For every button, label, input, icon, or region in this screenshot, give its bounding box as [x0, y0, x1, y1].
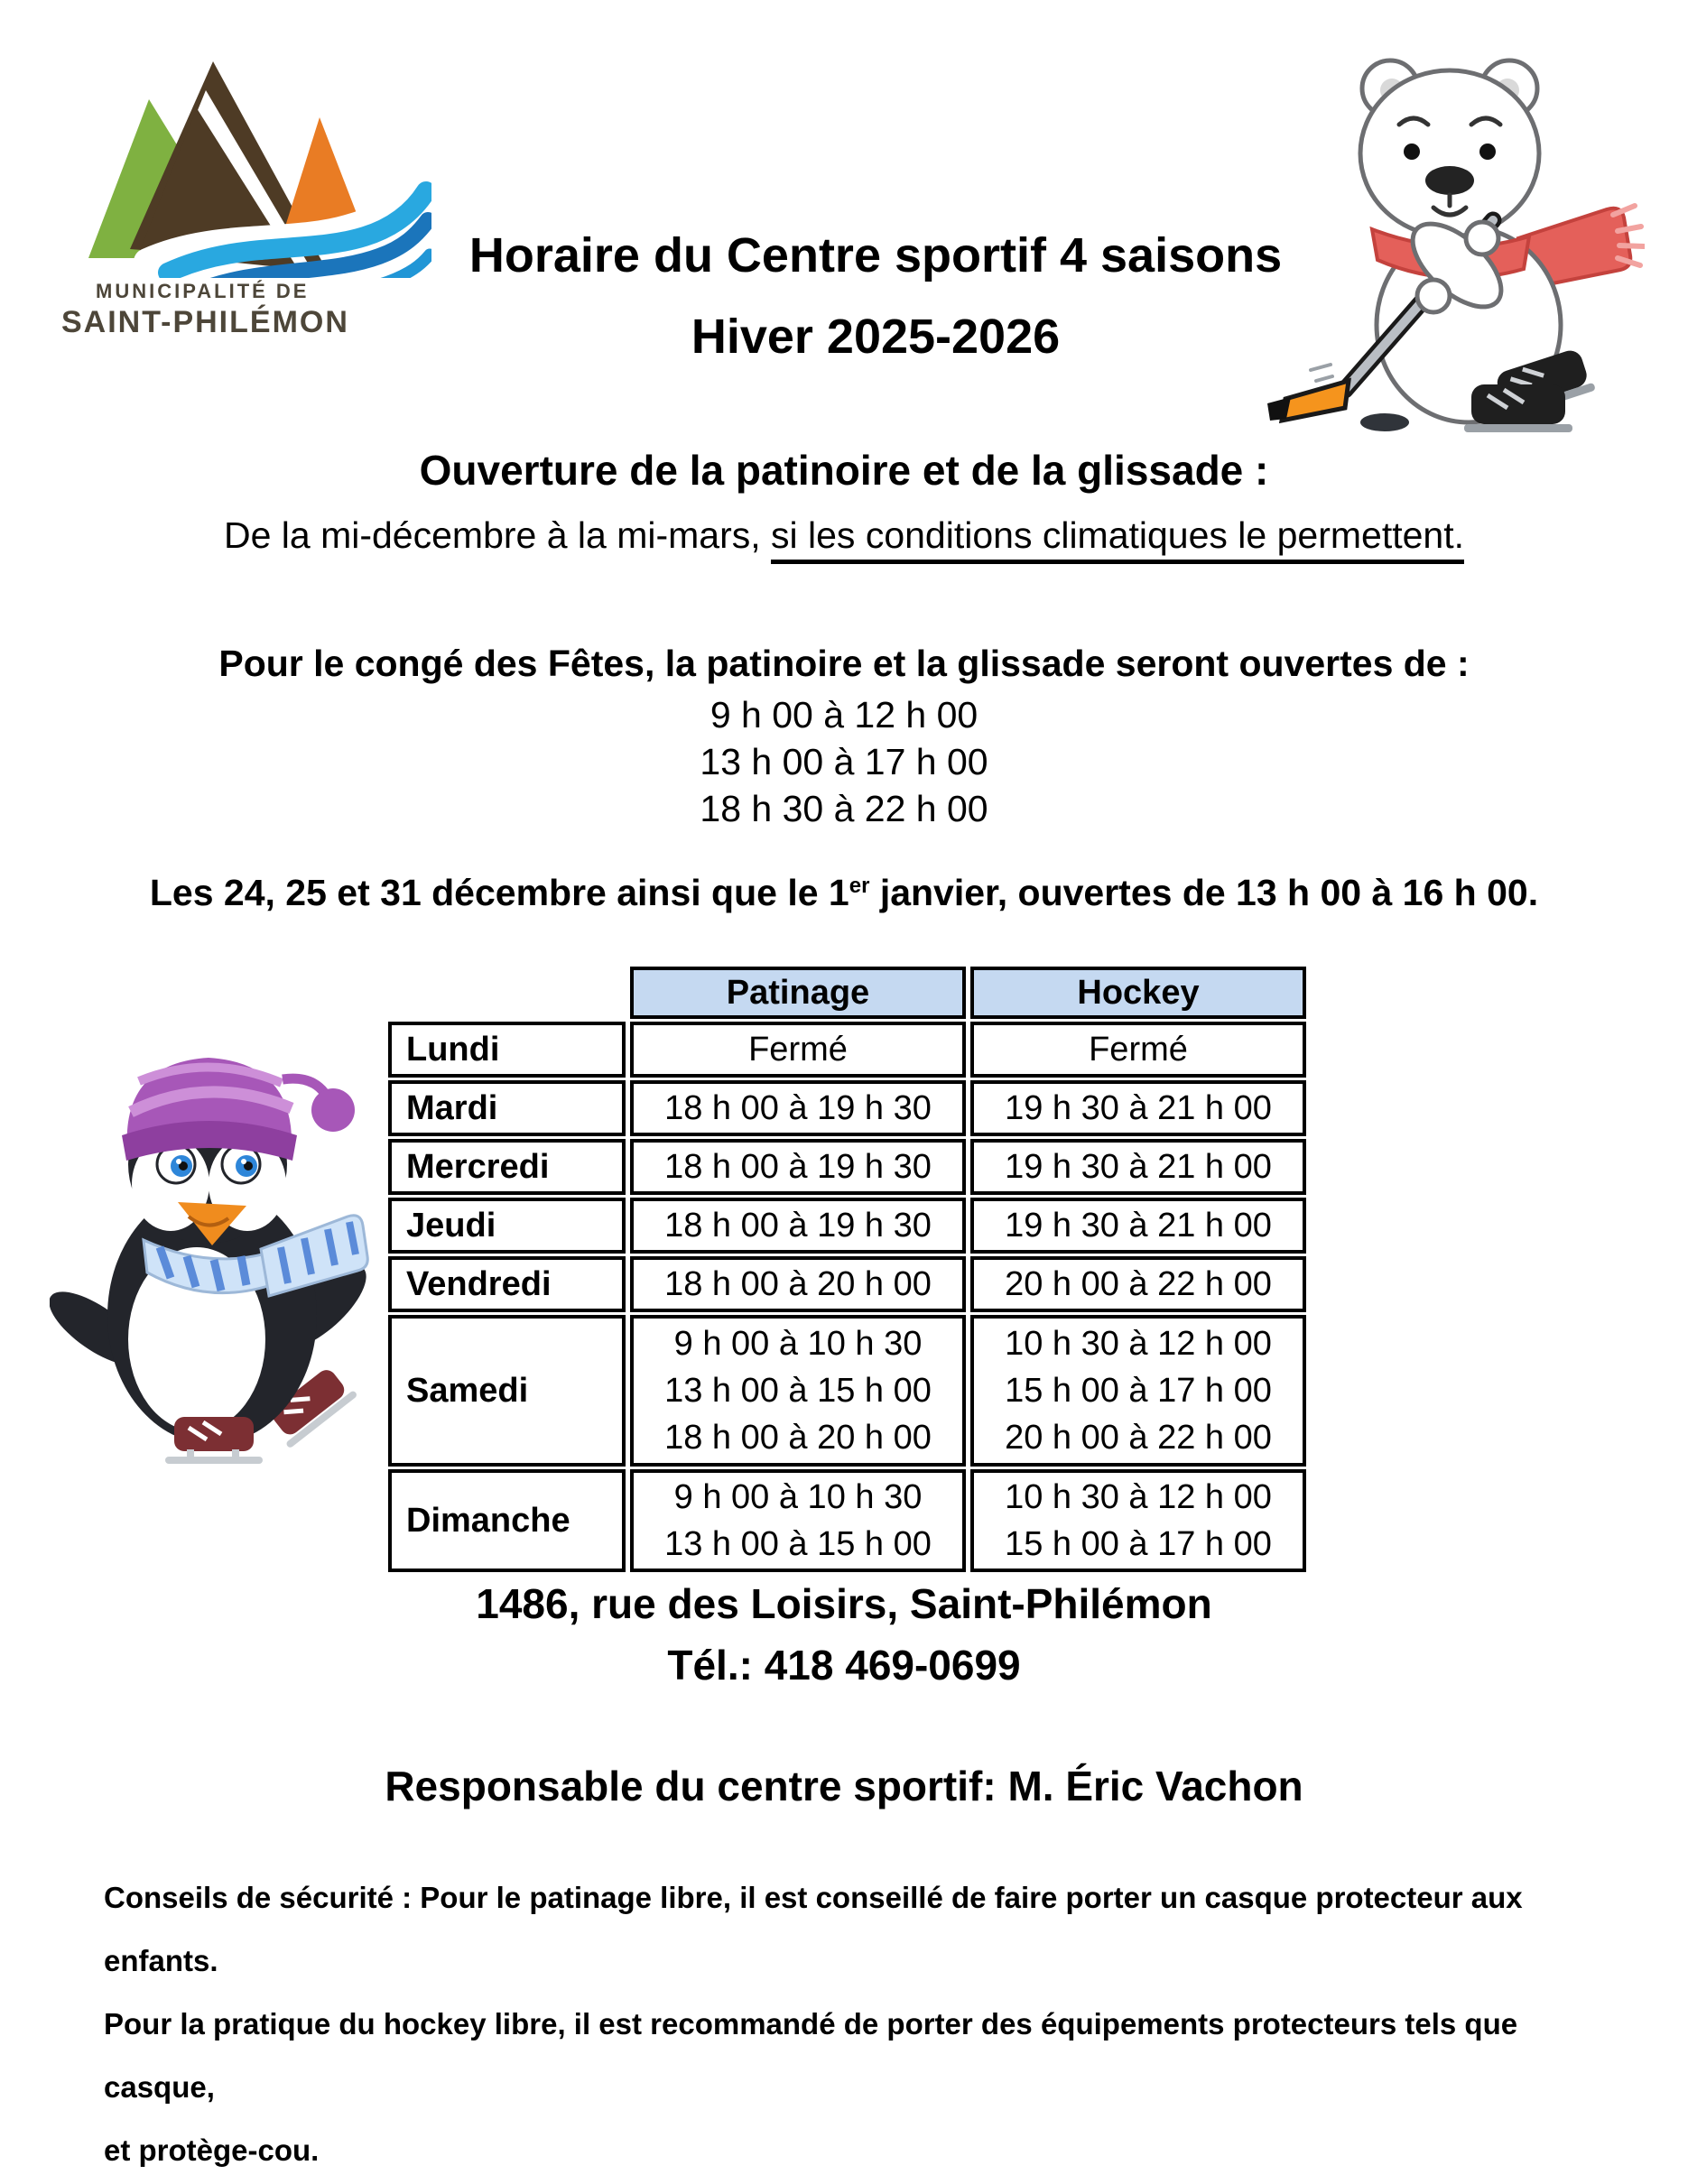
mountains-waves-logo-graphic: [52, 52, 431, 278]
holiday-time-2: 13 h 00 à 17 h 00: [700, 741, 988, 782]
polar-bear-hockey-image: [1257, 38, 1645, 435]
penguin-skating-image: [50, 1029, 384, 1480]
special-suffix: janvier, ouvertes de 13 h 00 à 16 h 00.: [869, 872, 1539, 913]
schedule-header-patinage: Patinage: [630, 967, 966, 1019]
address-line: 1486, rue des Loisirs, Saint-Philémon: [476, 1580, 1212, 1627]
samedi-hockey-2: 15 h 00 à 17 h 00: [1005, 1372, 1272, 1410]
schedule-row-mercredi: [388, 1139, 1306, 1195]
samedi-patinage-3: 18 h 00 à 20 h 00: [664, 1419, 932, 1457]
special-superscript: er: [849, 874, 870, 898]
dimanche-hockey-1: 10 h 30 à 12 h 00: [1005, 1478, 1272, 1516]
schedule-row-samedi: [388, 1315, 1306, 1467]
schedule-day-jeudi: Jeudi: [388, 1198, 626, 1254]
holiday-time-1: 9 h 00 à 12 h 00: [710, 694, 978, 736]
schedule-row-jeudi: [388, 1198, 1306, 1254]
phone-line: Tél.: 418 469-0699: [667, 1642, 1021, 1689]
logo-text-municipalite: MUNICIPALITÉ DE: [96, 280, 310, 302]
schedule-table: [384, 964, 1311, 1575]
holiday-times-list: [0, 691, 1688, 832]
opening-intro-underlined: si les conditions climatiques le permettent.: [771, 514, 1464, 564]
safety-advice: [104, 1866, 1620, 2182]
schedule-cell-mercredi-patinage: 18 h 00 à 19 h 30: [630, 1139, 966, 1195]
samedi-patinage-2: 13 h 00 à 15 h 00: [664, 1372, 932, 1410]
schedule-cell-lundi-patinage: Fermé: [630, 1022, 966, 1078]
samedi-hockey-3: 20 h 00 à 22 h 00: [1005, 1419, 1272, 1457]
dimanche-patinage-2: 13 h 00 à 15 h 00: [664, 1525, 932, 1563]
logo-text-saint-philemon: SAINT-PHILÉMON: [61, 305, 349, 339]
title-line-2: Hiver 2025-2026: [691, 310, 1061, 364]
schedule-day-vendredi: Vendredi: [388, 1256, 626, 1312]
schedule-day-mercredi: Mercredi: [388, 1139, 626, 1195]
manager-line: Responsable du centre sportif: M. Éric Vachon: [385, 1763, 1303, 1809]
holiday-time-3: 18 h 30 à 22 h 00: [700, 788, 988, 829]
schedule-day-mardi: Mardi: [388, 1080, 626, 1136]
municipality-logo: [52, 52, 431, 350]
schedule-row-vendredi: [388, 1256, 1306, 1312]
samedi-patinage-1: 9 h 00 à 10 h 30: [673, 1325, 923, 1363]
schedule-cell-vendredi-hockey: 20 h 00 à 22 h 00: [970, 1256, 1306, 1312]
special-dates-line: [0, 872, 1688, 914]
schedule-cell-mercredi-hockey: 19 h 30 à 21 h 00: [970, 1139, 1306, 1195]
schedule-cell-mardi-hockey: 19 h 30 à 21 h 00: [970, 1080, 1306, 1136]
schedule-cell-samedi-hockey: [970, 1315, 1306, 1467]
title-line-1: Horaire du Centre sportif 4 saisons: [468, 228, 1283, 282]
schedule-day-lundi: Lundi: [388, 1022, 626, 1078]
opening-heading: Ouverture de la patinoire et de la glissade :: [419, 447, 1269, 494]
schedule-cell-dimanche-patinage: [630, 1469, 966, 1572]
special-prefix: Les 24, 25 et 31 décembre ainsi que le 1: [149, 872, 849, 913]
safety-line-1: Conseils de sécurité : Pour le patinage libre, il est conseillé de faire porter un casque protecteur aux enfants.: [104, 1881, 1523, 1977]
schedule-row-lundi: [388, 1022, 1306, 1078]
schedule-row-dimanche: [388, 1469, 1306, 1572]
schedule-cell-mardi-patinage: 18 h 00 à 19 h 30: [630, 1080, 966, 1136]
safety-line-2: Pour la pratique du hockey libre, il est recommandé de porter des équipements protecteurs tels que casque,: [104, 2007, 1518, 2104]
page-title: [424, 215, 1327, 377]
schedule-cell-lundi-hockey: Fermé: [970, 1022, 1306, 1078]
holiday-heading: Pour le congé des Fêtes, la patinoire et la glissade seront ouvertes de :: [218, 643, 1470, 684]
opening-intro-normal: De la mi-décembre à la mi-mars,: [223, 514, 772, 556]
safety-line-3: et protège-cou.: [104, 2133, 320, 2167]
schedule-cell-samedi-patinage: [630, 1315, 966, 1467]
opening-intro: [0, 514, 1688, 557]
schedule-row-mardi: [388, 1080, 1306, 1136]
schedule-header-row: [388, 967, 1306, 1019]
dimanche-patinage-1: 9 h 00 à 10 h 30: [673, 1478, 923, 1516]
dimanche-hockey-2: 15 h 00 à 17 h 00: [1005, 1525, 1272, 1563]
schedule-cell-dimanche-hockey: [970, 1469, 1306, 1572]
schedule-cell-vendredi-patinage: 18 h 00 à 20 h 00: [630, 1256, 966, 1312]
schedule-cell-jeudi-patinage: 18 h 00 à 19 h 30: [630, 1198, 966, 1254]
schedule-header-hockey: Hockey: [970, 967, 1306, 1019]
schedule-cell-jeudi-hockey: 19 h 30 à 21 h 00: [970, 1198, 1306, 1254]
samedi-hockey-1: 10 h 30 à 12 h 00: [1005, 1325, 1272, 1363]
schedule-header-empty: [388, 967, 626, 1019]
schedule-day-dimanche: Dimanche: [388, 1469, 626, 1572]
schedule-day-samedi: Samedi: [388, 1315, 626, 1467]
